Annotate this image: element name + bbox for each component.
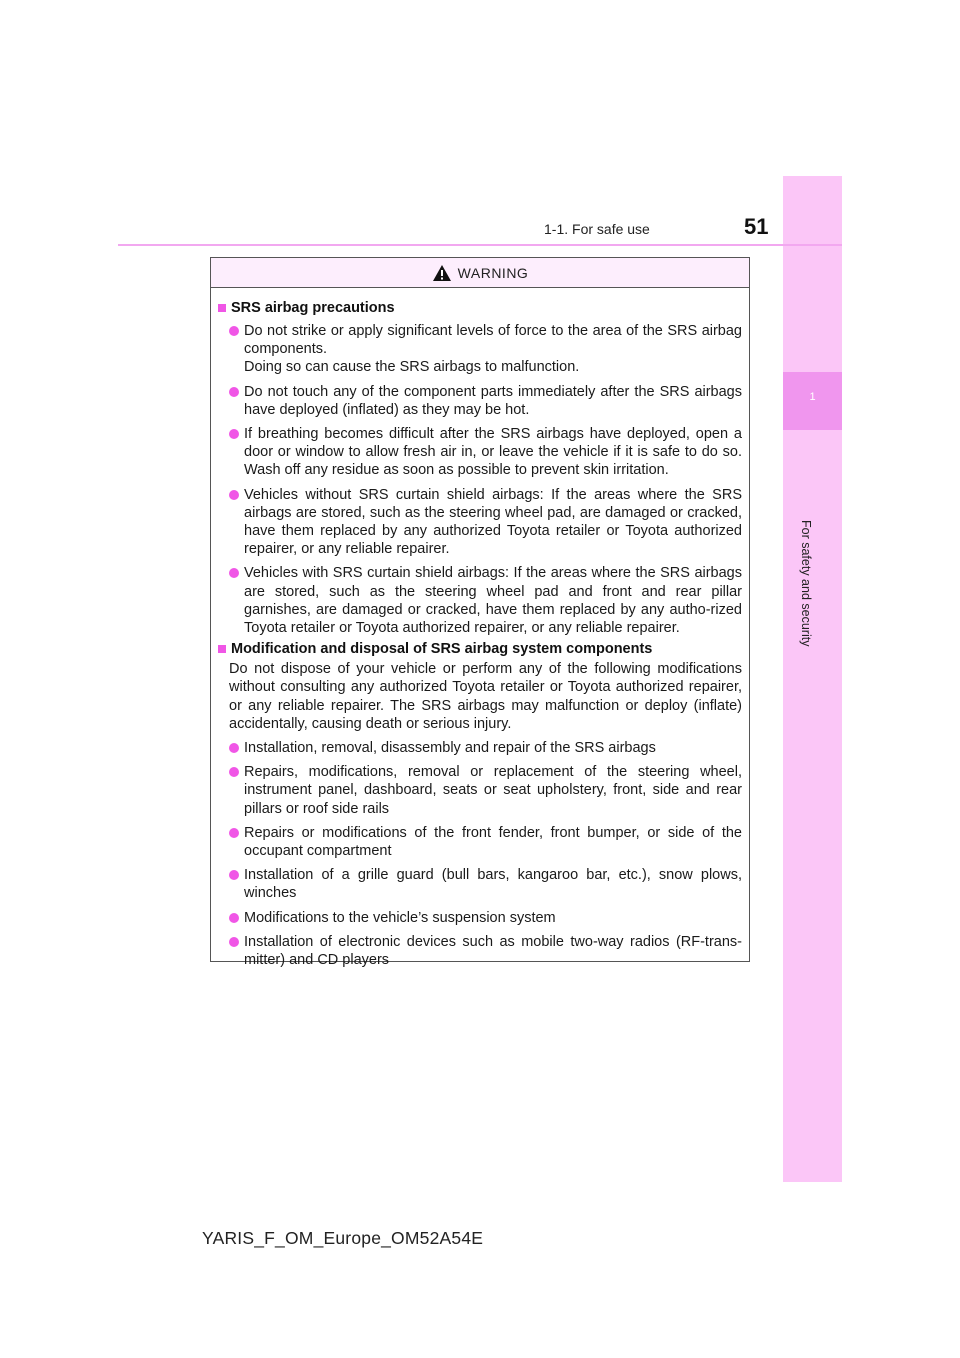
warning-triangle-icon <box>432 264 452 282</box>
header-section-title: 1-1. For safe use <box>544 221 650 237</box>
warning-title: WARNING <box>457 264 529 281</box>
list-item <box>229 866 742 902</box>
list-item-text: Installation, removal, disassembly and repair of the SRS airbags <box>244 740 656 757</box>
side-chapter-number: 1 <box>809 391 816 403</box>
round-bullet-icon <box>229 767 239 777</box>
warning-header <box>211 258 749 288</box>
list-item-extra-text: Doing so can cause the SRS airbags to malfunction. <box>244 359 580 376</box>
list-item <box>229 763 742 818</box>
list-item <box>229 383 742 419</box>
list-item-text: Do not strike or apply significant levels of force to the area of the SRS airbag components. <box>244 323 742 358</box>
list-item <box>229 739 742 757</box>
list-item-text: Installation of a grille guard (bull bars, kangaroo bar, etc.), snow plows, winches <box>244 867 742 902</box>
section-heading <box>218 641 742 657</box>
list-item <box>229 824 742 860</box>
side-chapter-tab <box>783 176 842 1182</box>
list-item <box>229 933 742 969</box>
list-item-text: Do not touch any of the component parts immediately after the SRS airbags have deployed (inflated) as they may be hot. <box>244 383 742 418</box>
header-rule <box>118 244 842 246</box>
list-item <box>229 425 742 480</box>
warning-body <box>211 288 749 969</box>
page-number: 51 <box>744 214 769 239</box>
round-bullet-icon <box>229 828 239 838</box>
list-item-text: Repairs or modifications of the front fender, front bumper, or side of the occupant compartment <box>244 824 742 860</box>
list-item <box>229 322 742 377</box>
list-item <box>229 564 742 637</box>
list-item-text: Modifications to the vehicle’s suspension system <box>244 909 556 926</box>
list-item-text: If breathing becomes difficult after the SRS airbags have deployed, open a door or window to allow fresh air in, or leave the vehicle if it is safe to do so. Wash off any residue as soon as possible to prevent skin irritation. <box>244 426 742 479</box>
section-title: Modification and disposal of SRS airbag system components <box>231 641 653 658</box>
warning-box <box>210 257 750 969</box>
list-item-text: Vehicles without SRS curtain shield airbags: If the areas where the SRS airbags are stored, such as the steering wheel pad, are damaged or cracked, have them replaced by any authorized Toyota retailer or Toyota authorized repairer, or any reliable repairer. <box>244 486 742 558</box>
round-bullet-icon <box>229 387 239 397</box>
list-item <box>229 486 742 559</box>
square-bullet-icon <box>218 304 226 312</box>
round-bullet-icon <box>229 326 239 336</box>
round-bullet-icon <box>229 870 239 880</box>
square-bullet-icon <box>218 645 226 653</box>
list-item-text: Installation of electronic devices such as mobile two-way radios (RF-trans-mitter) and CD players <box>244 933 742 969</box>
round-bullet-icon <box>229 490 239 500</box>
list-item-text: Repairs, modifications, removal or replacement of the steering wheel, instrument panel, dashboard, seats or seat upholstery, front, side and rear pillars or roof side rails <box>244 764 742 817</box>
round-bullet-icon <box>229 429 239 439</box>
round-bullet-icon <box>229 913 239 923</box>
section-intro: Do not dispose of your vehicle or perform any of the following modifications without consulting any authorized Toyota retailer or Toyota authorized repairer, or any reliable repairer. The SRS airbags may malfunction or deploy (inflate) accidentally, causing death or serious injury. <box>229 661 742 732</box>
list-item <box>229 909 742 927</box>
section-heading <box>218 300 742 316</box>
footer-document-code: YARIS_F_OM_Europe_OM52A54E <box>202 1228 484 1248</box>
list-item-text: Vehicles with SRS curtain shield airbags: If the areas where the SRS airbags are stored, such as the steering wheel pad and front and rear pillar garnishes, are damaged or cracked, have them replaced by any autho-rized Toyota retailer or Toyota authorized repairer, or any reliable repairer. <box>244 565 742 637</box>
section-title: SRS airbag precautions <box>231 300 395 316</box>
round-bullet-icon <box>229 937 239 947</box>
side-chapter-label: For safety and security <box>799 520 813 647</box>
round-bullet-icon <box>229 743 239 753</box>
round-bullet-icon <box>229 568 239 578</box>
